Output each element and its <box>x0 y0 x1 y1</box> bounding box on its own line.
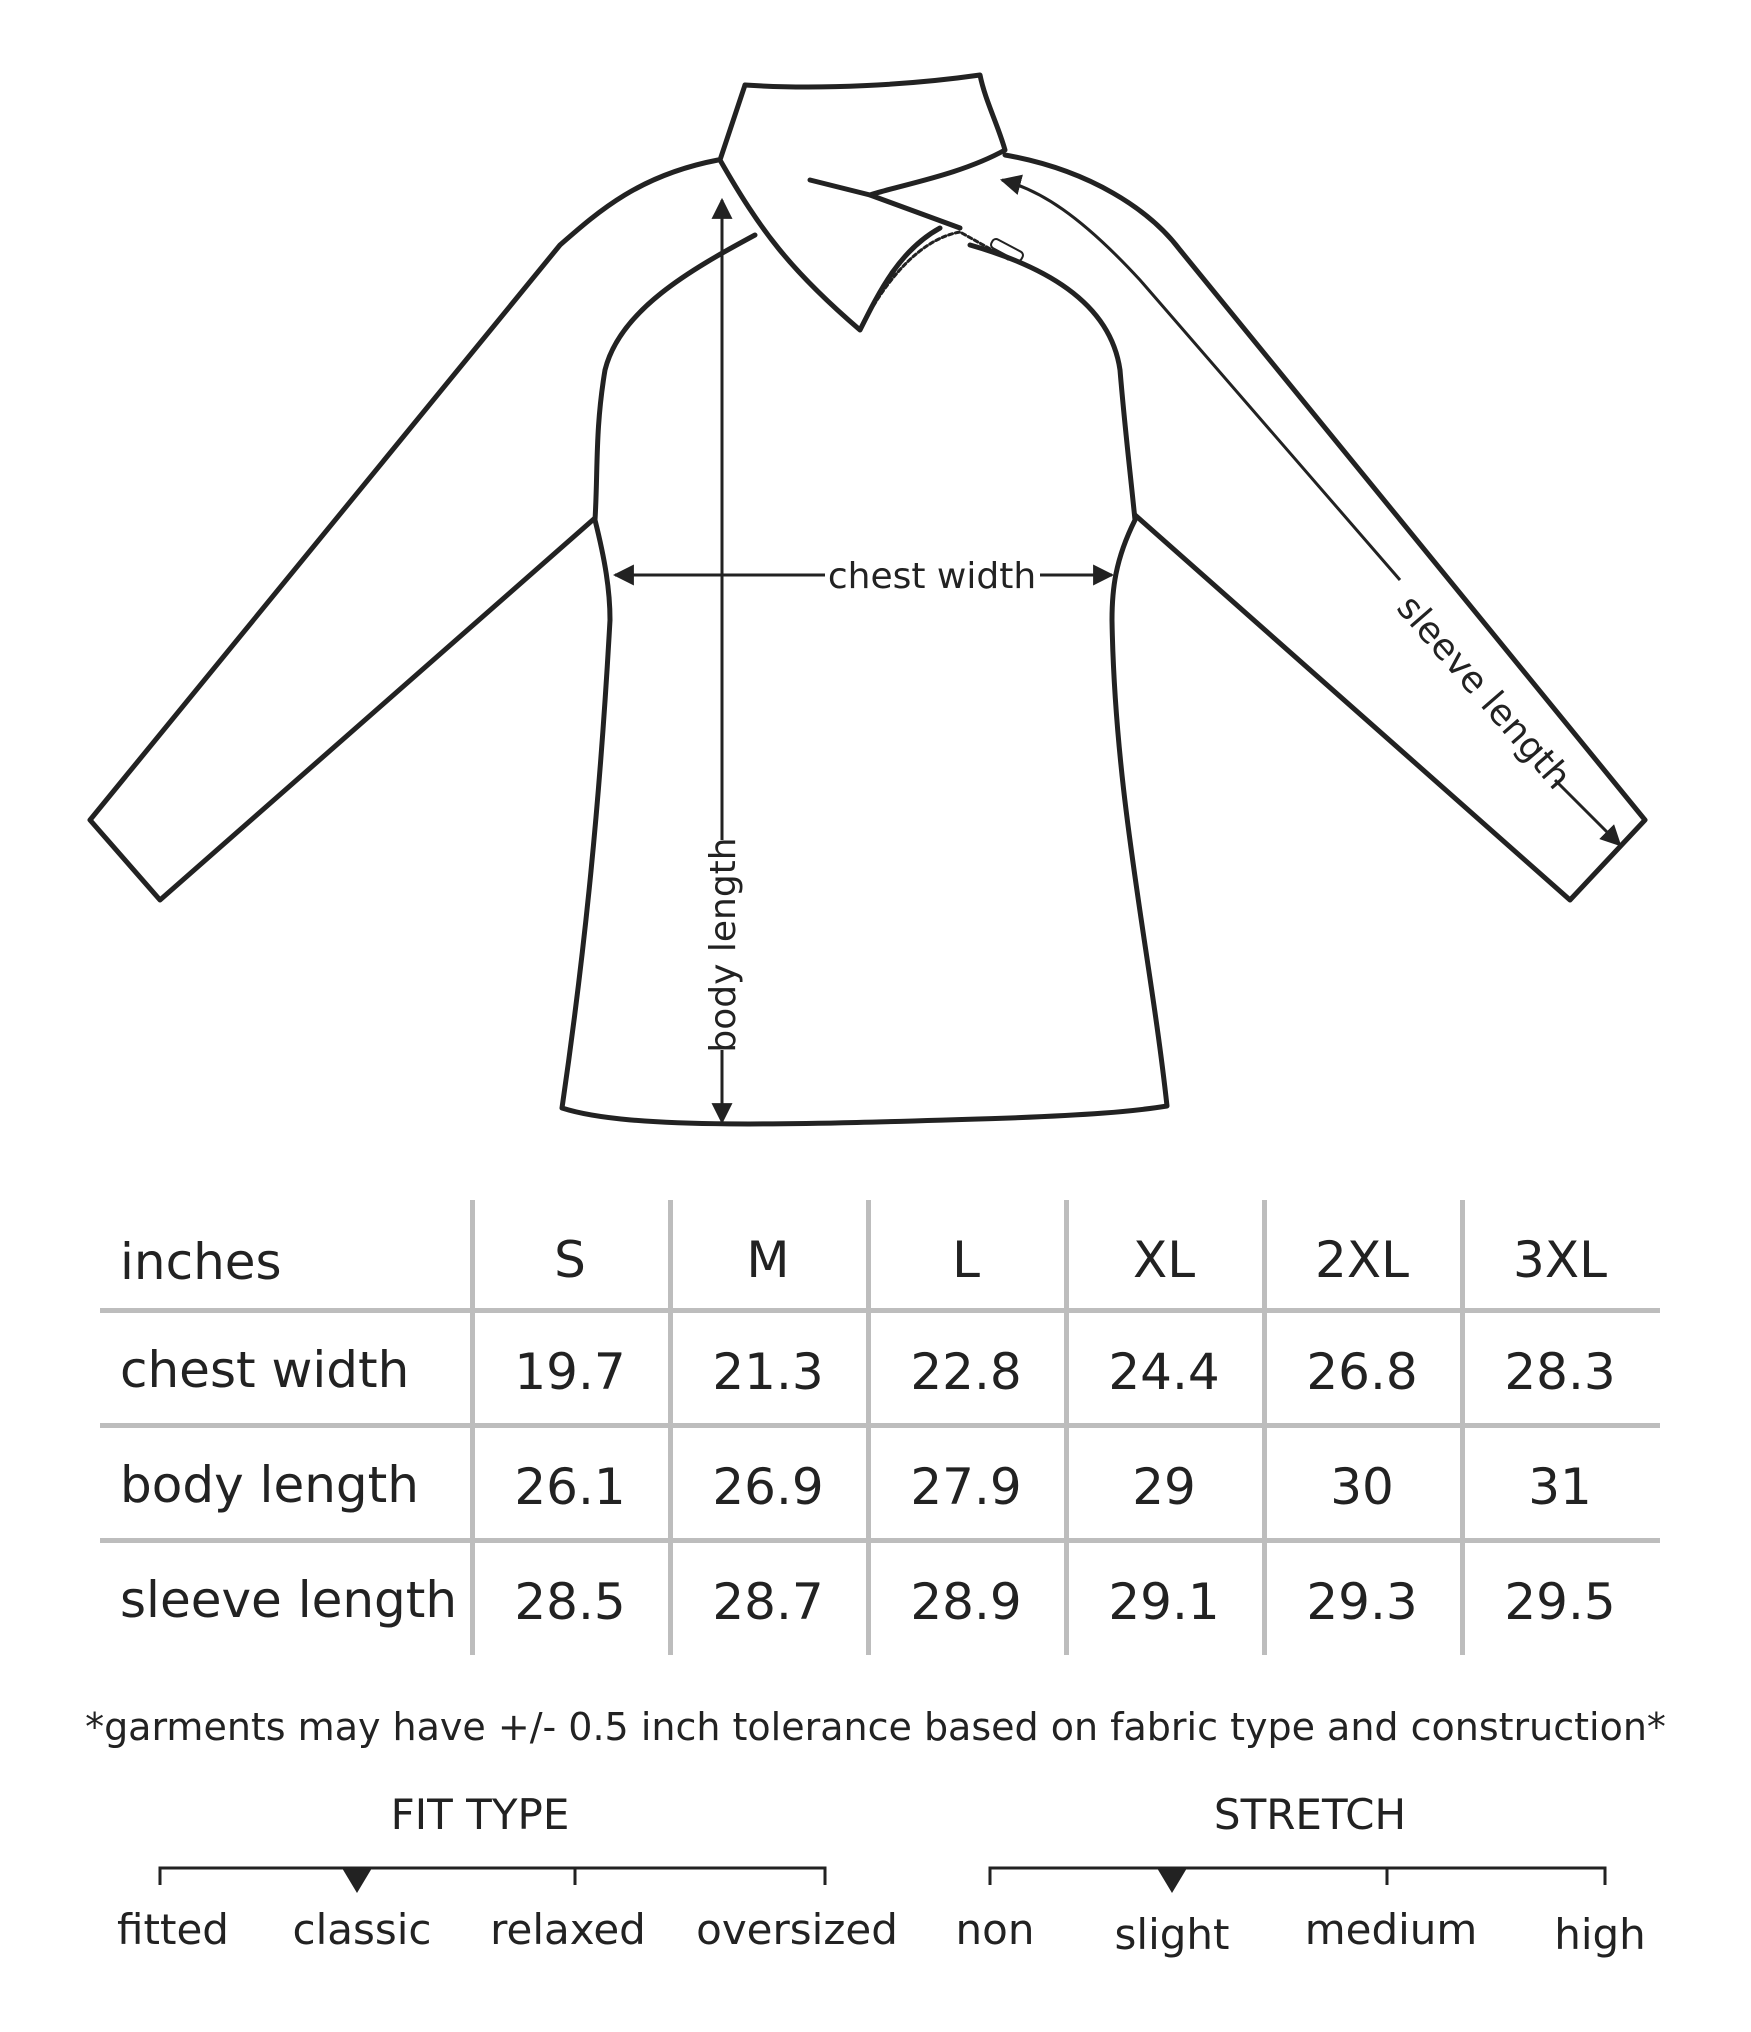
unit-label: inches <box>120 1233 282 1291</box>
table-cell: 29.3 <box>1306 1573 1418 1631</box>
table-cell: 21.3 <box>712 1343 824 1401</box>
table-cell: 29.1 <box>1108 1573 1220 1631</box>
table-cell: 28.3 <box>1504 1343 1616 1401</box>
table-divider <box>100 1308 1660 1313</box>
sleeve-length-arrow-top <box>1002 180 1400 580</box>
table-cell: 28.7 <box>712 1573 824 1631</box>
table-divider <box>100 1538 1660 1543</box>
table-cell: 27.9 <box>910 1458 1022 1516</box>
stretch-option: slight <box>1114 1910 1230 1959</box>
sleeve-length-arrow-bottom <box>1555 780 1620 845</box>
scales-graphic <box>0 1850 1751 1910</box>
fit-option: relaxed <box>490 1905 646 1954</box>
row-label: body length <box>120 1456 419 1514</box>
stretch-option: high <box>1554 1910 1646 1959</box>
table-cell: 31 <box>1528 1458 1592 1516</box>
table-cell: 24.4 <box>1108 1343 1220 1401</box>
table-cell: 19.7 <box>514 1343 626 1401</box>
table-cell: 29.5 <box>1504 1573 1616 1631</box>
chest-width-label: chest width <box>827 556 1037 597</box>
zipper-line <box>860 232 1010 330</box>
table-cell: 28.5 <box>514 1573 626 1631</box>
size-header: L <box>952 1231 980 1289</box>
table-cell: 28.9 <box>910 1573 1022 1631</box>
row-label: sleeve length <box>120 1571 458 1629</box>
stretch-title: STRETCH <box>1213 1790 1407 1839</box>
size-header: S <box>554 1231 586 1289</box>
size-header: 2XL <box>1315 1231 1409 1289</box>
stretch-option: medium <box>1304 1905 1478 1954</box>
fit-option: fitted <box>117 1905 229 1954</box>
table-cell: 22.8 <box>910 1343 1022 1401</box>
body-length-label: body length <box>703 837 744 1053</box>
body-outline <box>562 235 1167 1124</box>
table-cell: 30 <box>1330 1458 1394 1516</box>
table-cell: 26.9 <box>712 1458 824 1516</box>
tolerance-note: *garments may have +/- 0.5 inch tolerance based on fabric type and construction* <box>85 1705 1666 1749</box>
fit-option: oversized <box>696 1905 898 1954</box>
table-cell: 26.8 <box>1306 1343 1418 1401</box>
table-cell: 29 <box>1132 1458 1196 1516</box>
sleeve-length-label: sleeve length <box>1388 587 1579 798</box>
size-header: 3XL <box>1513 1231 1607 1289</box>
size-header: M <box>746 1231 790 1289</box>
size-header: XL <box>1132 1231 1196 1289</box>
size-table <box>100 1200 1660 1655</box>
stretch-option: non <box>955 1905 1035 1954</box>
fit-type-scale-line <box>160 1868 825 1885</box>
row-label: chest width <box>120 1341 410 1399</box>
table-divider <box>100 1423 1660 1428</box>
left-sleeve-outline <box>90 160 718 900</box>
stretch-marker <box>1157 1868 1187 1893</box>
fit-type-marker <box>342 1868 372 1893</box>
fit-option: classic <box>292 1905 432 1954</box>
table-cell: 26.1 <box>514 1458 626 1516</box>
stretch-scale-line <box>990 1868 1605 1885</box>
fit-type-title: FIT TYPE <box>390 1790 570 1839</box>
